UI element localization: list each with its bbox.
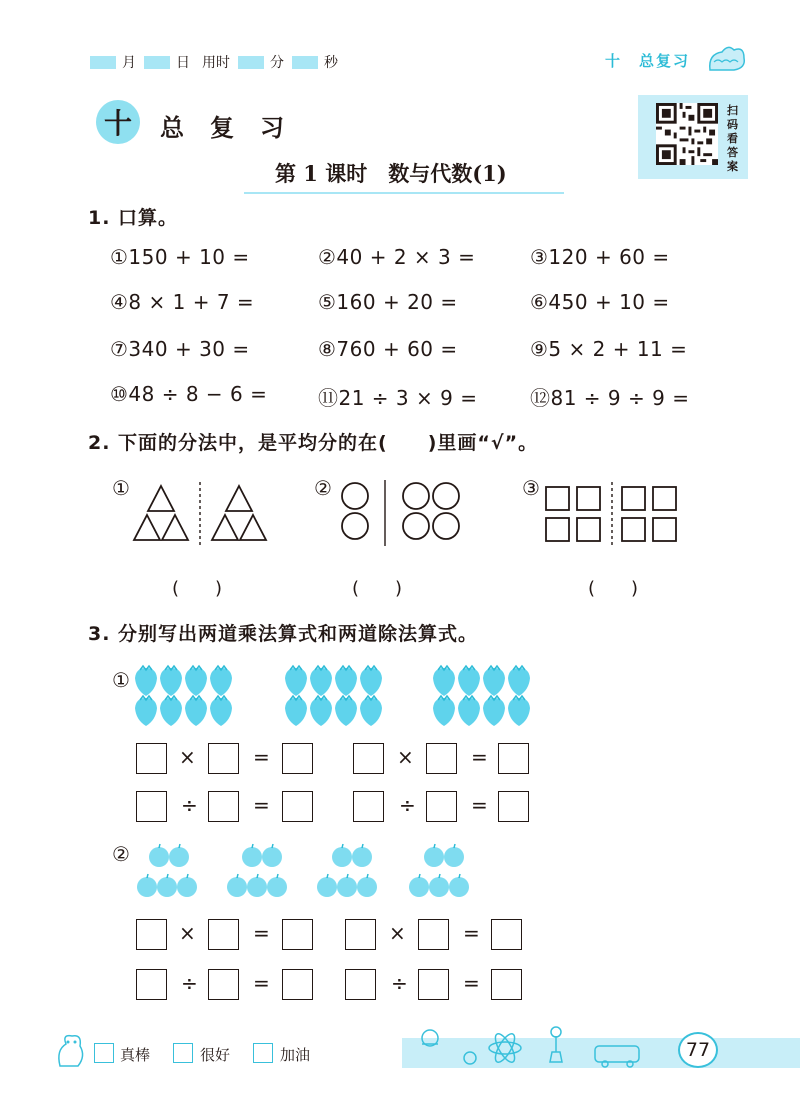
rating-checkbox-great[interactable] [94,1043,114,1063]
answer-box[interactable] [282,791,313,822]
q3-title: 3. 分别写出两道乘法算式和两道除法算式。 [88,623,479,645]
answer-paren-2[interactable]: ( ) [352,578,403,599]
unit-tag: 十 总复习 [605,52,691,70]
calc-item[interactable]: ③120 + 60 = [530,245,670,269]
q2-label-2: ② [314,476,332,500]
answer-box[interactable] [282,743,313,774]
answer-box[interactable] [136,919,167,950]
calc-item[interactable]: ⑩48 ÷ 8 − 6 = [110,382,268,406]
equals-sign: = [471,793,488,817]
strawberries-figure [132,664,542,728]
calc-item[interactable]: ⑦340 + 30 = [110,337,250,361]
divide-sign: ÷ [181,793,198,817]
answer-box[interactable] [282,969,313,1000]
page-number: 77 [678,1032,718,1068]
calc-item[interactable]: ⑧760 + 60 = [318,337,458,361]
answer-box[interactable] [491,919,522,950]
science-decoration-icon [410,1020,680,1070]
triangles-figure [128,480,278,550]
answer-box[interactable] [136,743,167,774]
answer-box[interactable] [353,743,384,774]
times-sign: × [389,921,406,945]
calc-item[interactable]: ⑫81 ÷ 9 ÷ 9 = [530,386,690,410]
second-label: 秒 [324,55,338,71]
qr-code-icon[interactable] [656,103,718,165]
lesson-underline [244,192,564,194]
times-sign: × [397,745,414,769]
answer-box[interactable] [498,791,529,822]
rating-checkbox-good[interactable] [173,1043,193,1063]
answer-box[interactable] [498,743,529,774]
answer-box[interactable] [418,919,449,950]
answer-box[interactable] [418,969,449,1000]
divide-sign: ÷ [391,971,408,995]
q3-label-2: ② [112,842,130,866]
rating-label-good: 很好 [200,1046,231,1064]
apples-figure [132,838,482,904]
q2-label-3: ③ [522,476,540,500]
answer-box[interactable] [208,743,239,774]
divide-sign: ÷ [181,971,198,995]
divide-sign: ÷ [399,793,416,817]
answer-box[interactable] [208,791,239,822]
answer-box[interactable] [208,919,239,950]
equals-sign: = [471,745,488,769]
times-sign: × [179,921,196,945]
lesson-title: 第 1 课时 数与代数(1) [275,161,507,186]
answer-box[interactable] [136,969,167,1000]
month-blank[interactable] [90,56,116,69]
month-label: 月 [122,55,136,71]
rating-label-great: 真棒 [120,1046,151,1064]
day-blank[interactable] [144,56,170,69]
equals-sign: = [253,793,270,817]
answer-paren-3[interactable]: ( ) [588,578,639,599]
q3-label-1: ① [112,668,130,692]
calc-item[interactable]: ①150 + 10 = [110,245,250,269]
circles-figure [338,478,468,548]
answer-box[interactable] [426,791,457,822]
equals-sign: = [253,745,270,769]
calc-item[interactable]: ⑥450 + 10 = [530,290,670,314]
answer-box[interactable] [491,969,522,1000]
rating-checkbox-keep-going[interactable] [253,1043,273,1063]
answer-box[interactable] [208,969,239,1000]
time-used-label: 用时 [202,55,230,71]
answer-box[interactable] [136,791,167,822]
calc-item[interactable]: ⑪21 ÷ 3 × 9 = [318,386,478,410]
time-record [88,52,342,72]
equals-sign: = [463,921,480,945]
equals-sign: = [253,971,270,995]
calc-item[interactable]: ⑤160 + 20 = [318,290,458,314]
q2-title: 2. 下面的分法中，是平均分的在( )里画“√”。 [88,432,539,454]
calc-item[interactable]: ④8 × 1 + 7 = [110,290,255,314]
second-blank[interactable] [292,56,318,69]
calc-item[interactable]: ②40 + 2 × 3 = [318,245,476,269]
answer-box[interactable] [426,743,457,774]
qr-label: 扫码看答案 [727,104,738,173]
unit-number-badge: 十 [96,100,140,144]
squares-figure [542,480,682,550]
times-sign: × [179,745,196,769]
day-label: 日 [176,55,190,71]
answer-box[interactable] [345,919,376,950]
q2-label-1: ① [112,476,130,500]
equals-sign: = [463,971,480,995]
answer-paren-1[interactable]: ( ) [172,578,223,599]
mascot-icon [52,1030,88,1070]
q1-title: 1. 口算。 [88,207,179,229]
calc-item[interactable]: ⑨5 × 2 + 11 = [530,337,688,361]
unit-title: 总复习 [160,114,310,142]
answer-box[interactable] [345,969,376,1000]
equals-sign: = [253,921,270,945]
minute-label: 分 [270,55,284,71]
answer-box[interactable] [353,791,384,822]
answer-box[interactable] [282,919,313,950]
rooster-icon [704,40,748,76]
minute-blank[interactable] [238,56,264,69]
rating-label-keep-going: 加油 [280,1046,311,1064]
